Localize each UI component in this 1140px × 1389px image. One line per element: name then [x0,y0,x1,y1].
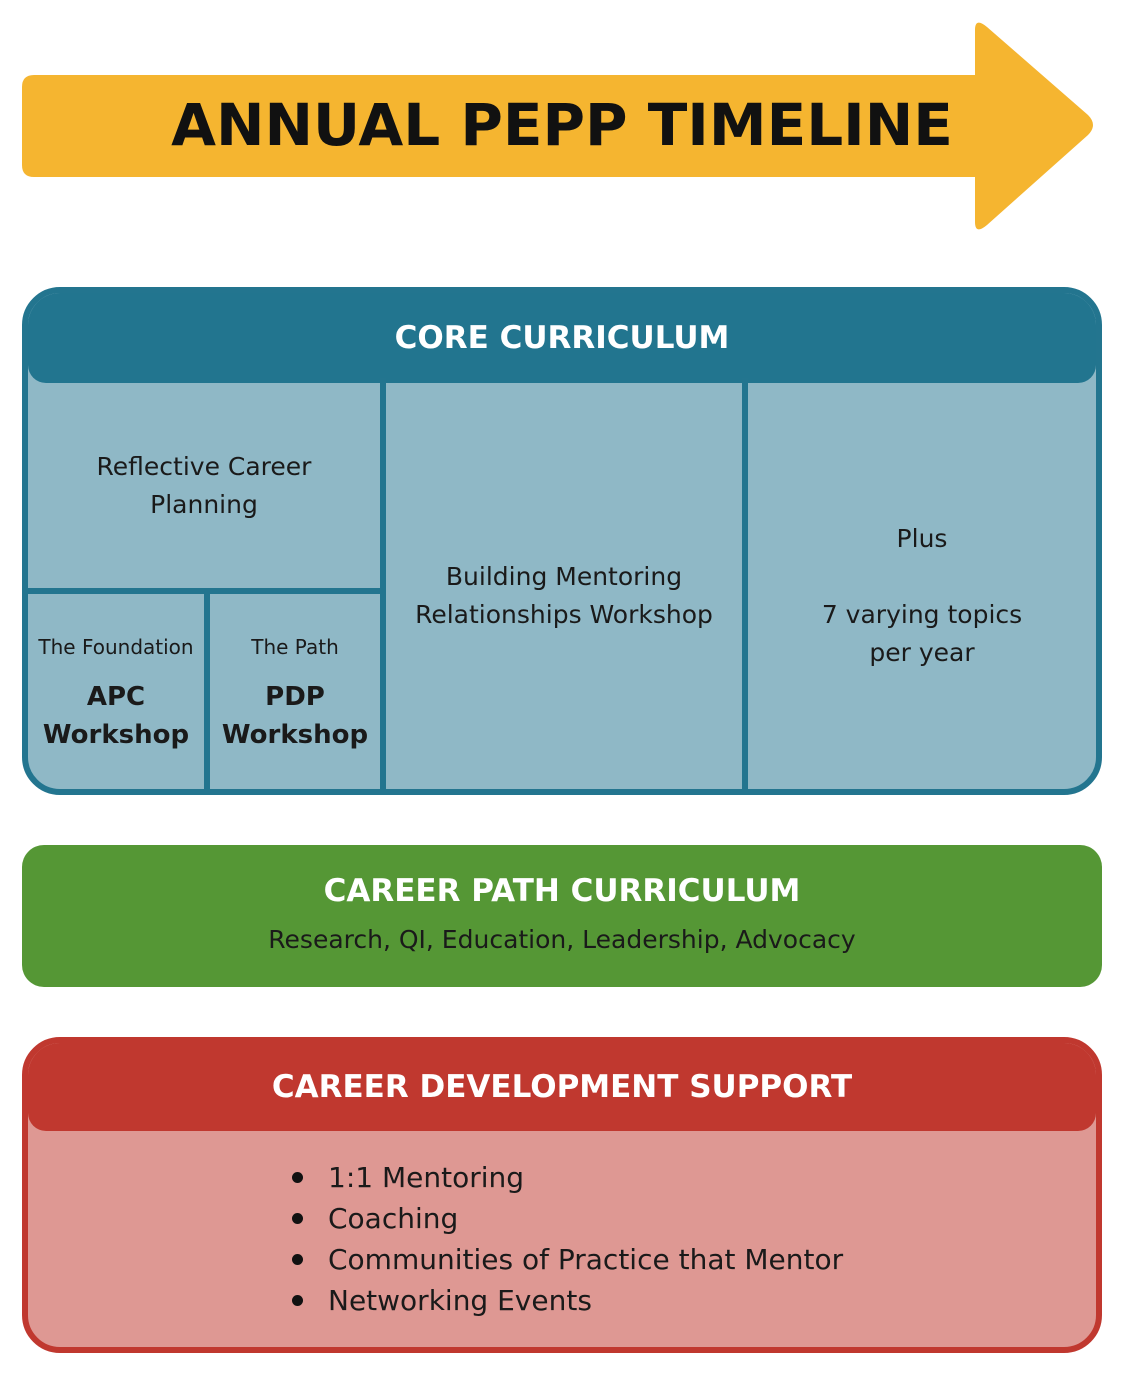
bullet-icon [292,1295,303,1306]
apc-label: APC [86,682,146,712]
list-item [292,1280,843,1321]
pdp-workshop-cell [210,594,380,794]
list-item [292,1239,843,1280]
list-item-text: 1:1 Mentoring [328,1161,525,1194]
bullet-icon [292,1254,303,1265]
list-item-text: Networking Events [328,1284,592,1317]
apc-workshop-cell [28,594,204,794]
support-title: CAREER DEVELOPMENT SUPPORT [28,1043,1096,1131]
mentoring-line-1: Building Mentoring [445,562,683,591]
pdp-label: PDP [265,682,325,712]
list-item [292,1157,843,1198]
timeline-arrow-banner [0,0,1140,260]
foundation-label: The Foundation [38,635,194,659]
core-curriculum-panel [22,287,1102,795]
career-development-support-panel [22,1037,1102,1353]
topics-line-2: per year [869,638,975,667]
reflective-career-planning-cell [28,383,380,588]
pdp-workshop-label: Workshop [221,720,369,750]
bullet-icon [292,1172,303,1183]
career-path-subtitle: Research, QI, Education, Leadership, Advocacy [268,925,856,954]
list-item [292,1198,843,1239]
banner-title: ANNUAL PEPP TIMELINE [171,91,953,159]
mentoring-workshop-cell [386,383,742,793]
topics-line-1: 7 varying topics [821,600,1023,629]
apc-workshop-label: Workshop [42,720,190,750]
bullet-icon [292,1213,303,1224]
reflective-career-planning-text: Reflective Career Planning [96,451,312,519]
plus-label: Plus [896,524,948,553]
path-label: The Path [251,635,339,659]
career-path-panel [22,845,1102,987]
mentoring-line-2: Relationships Workshop [415,600,713,629]
career-path-title: CAREER PATH CURRICULUM [323,873,801,909]
list-item-text: Coaching [328,1202,459,1235]
support-list [292,1157,843,1321]
list-item-text: Communities of Practice that Mentor [328,1243,844,1276]
plus-topics-cell [748,383,1096,793]
core-curriculum-title: CORE CURRICULUM [28,293,1096,383]
